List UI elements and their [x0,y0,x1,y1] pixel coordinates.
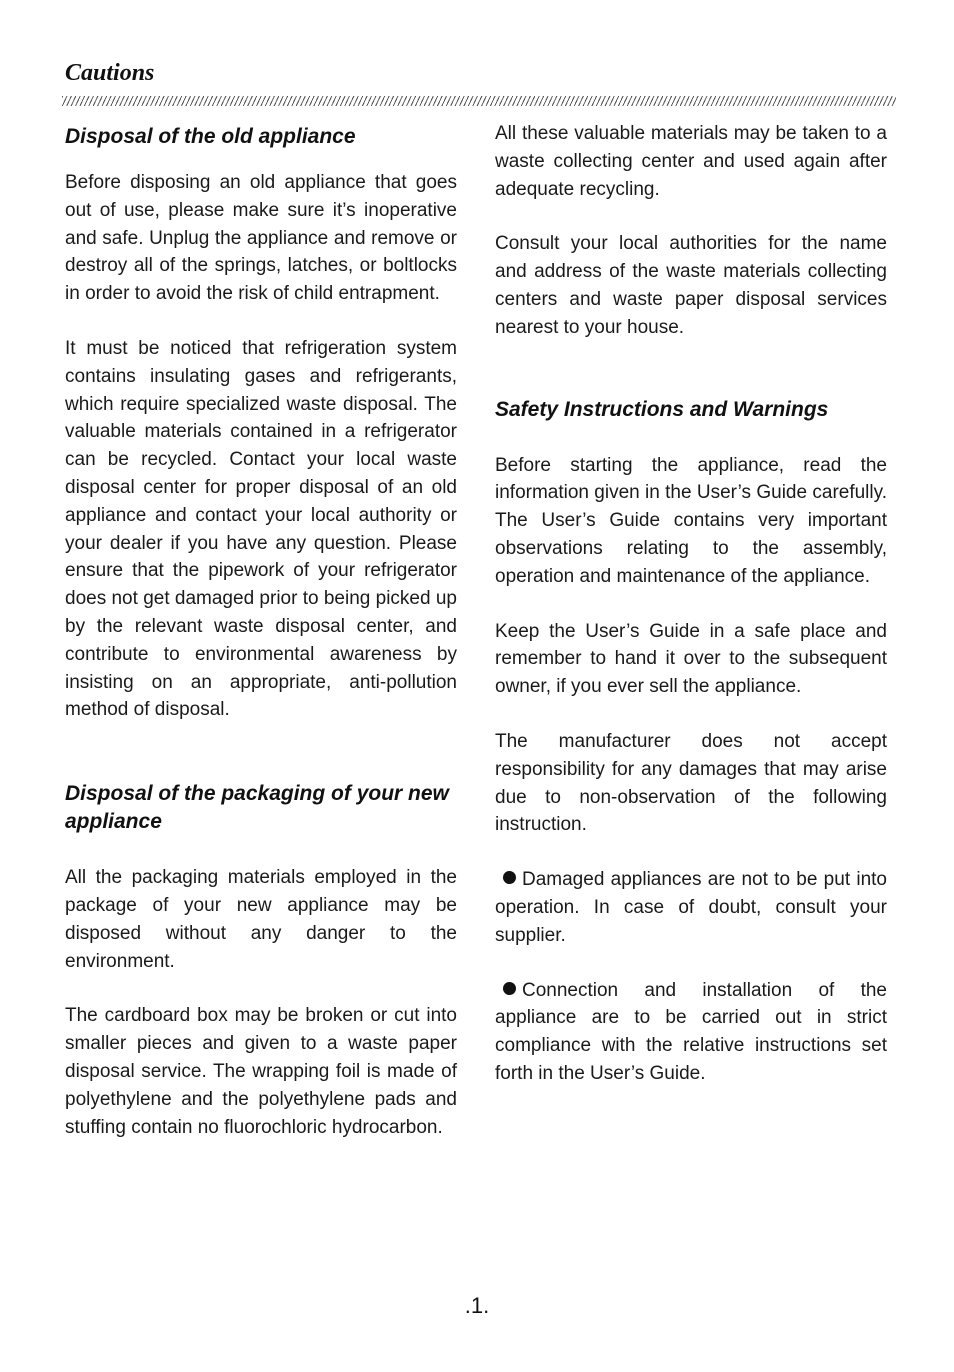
bullet-text: Connection and installation of the appliance are to be carried out in strict compliance with the relative instructions set forth in the User’s Guide. [495,979,887,1084]
section-heading-safety: Safety Instructions and Warnings [495,397,829,421]
bullet-item-damaged-appliances [495,866,887,949]
page-number: .1. [464,1293,490,1318]
header-divider [62,96,896,106]
paragraph-before-starting: Before starting the appliance, read the information given in the User’s Guide carefully. The User’s Guide contains very important observations relating to the assembly, operation and maintenance of the appliance. [495,454,887,587]
page-header-title: Cautions [65,60,155,86]
paragraph-refrigeration-system: It must be noticed that refrigeration system contains insulating gases and refrigerants, which require specialized waste disposal. The valuable materials contained in a refrigerator can be recycled. Contact your local waste disposal center for proper disposal of an old appliance and contact your local authority or your dealer if you have any question. Please ensure that the pipework of your refrigerator does not get damaged prior to being picked up by the relevant waste disposal center, and contribute to environmental awareness by insisting on an appropriate, anti-pollution method of disposal. [65,337,457,721]
left-column [65,120,457,1141]
section-heading-packaging: Disposal of the packaging of your new appliance [65,782,449,834]
right-column [495,120,887,1088]
bullet-item-connection-installation [495,977,887,1088]
bullet-dot-icon [503,982,516,995]
paragraph-packaging-materials: All the packaging materials employed in the package of your new appliance may be disposed without any danger to the environment. [65,867,457,972]
paragraph-before-disposing: Before disposing an old appliance that goes out of use, please make sure it’s inoperative and safe. Unplug the appliance and remove or destroy all of the springs, latches, or boltlocks in order to avoid the risk of child entrapment. [65,172,457,305]
paragraph-valuable-materials: All these valuable materials may be taken to a waste collecting center and used again after adequate recycling. [495,123,887,200]
paragraph-cardboard-box: The cardboard box may be broken or cut into smaller pieces and given to a waste paper disposal service. The wrapping foil is made of polyethylene and the polyethylene pads and stuffing contain no fluorochloric hydrocarbon. [65,1005,457,1138]
paragraph-consult-authorities: Consult your local authorities for the name and address of the waste materials collecting centers and waste paper disposal services nearest to your house. [495,233,887,338]
section-heading-old-appliance: Disposal of the old appliance [65,125,356,148]
paragraph-manufacturer: The manufacturer does not accept responsibility for any damages that may arise due to non-observation of the following instruction. [495,730,887,836]
bullet-text: Damaged appliances are not to be put into operation. In case of doubt, consult your supplier. [495,869,887,946]
bullet-dot-icon [503,871,516,884]
paragraph-keep-guide: Keep the User’s Guide in a safe place and remember to hand it over to the subsequent owner, if you ever sell the appliance. [495,620,887,698]
